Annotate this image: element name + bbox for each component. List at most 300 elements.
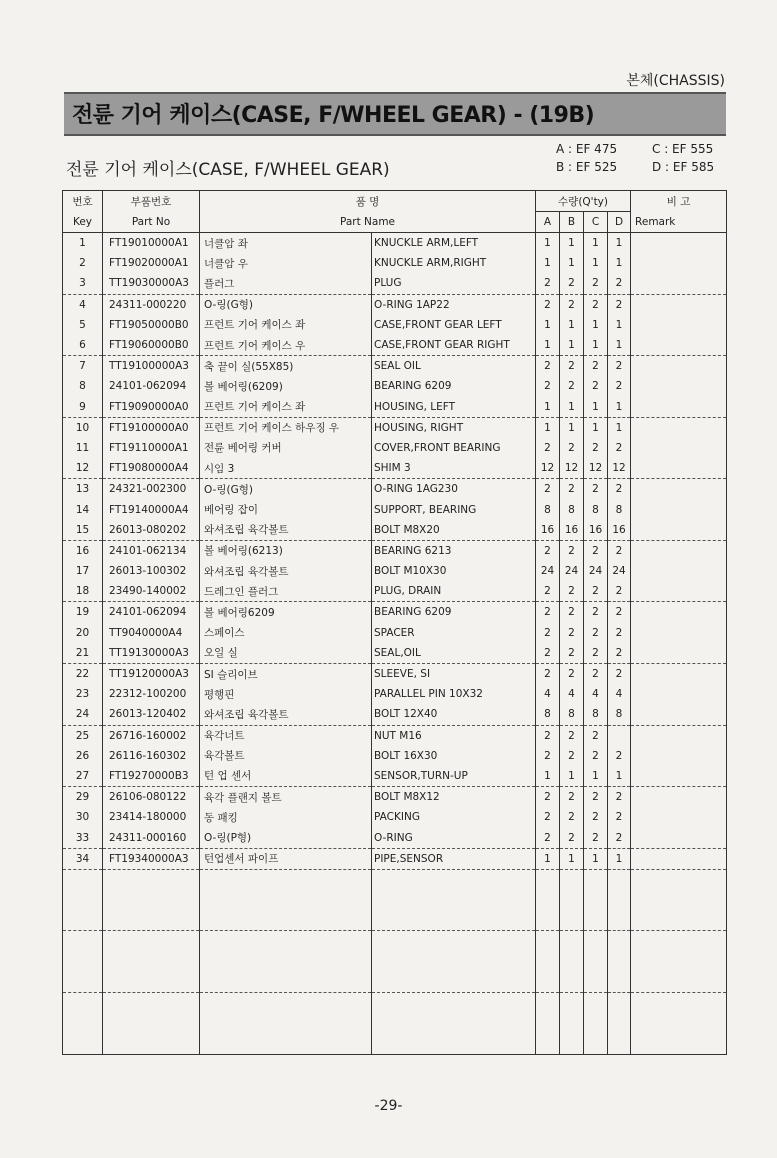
row-remark bbox=[631, 581, 727, 602]
row-key: 20 bbox=[63, 623, 103, 643]
row-qty-a: 2 bbox=[536, 376, 560, 396]
row-remark bbox=[631, 458, 727, 479]
row-name-kr: 축 끝이 실(55X85) bbox=[200, 356, 372, 377]
row-qty-a: 1 bbox=[536, 335, 560, 356]
blank-cell bbox=[200, 972, 372, 993]
blank-row bbox=[63, 1033, 727, 1054]
model-d: D : EF 585 bbox=[652, 160, 715, 174]
blank-cell bbox=[372, 1033, 536, 1054]
blank-cell bbox=[63, 890, 103, 910]
blank-cell bbox=[103, 952, 200, 972]
row-qty-d: 12 bbox=[608, 458, 631, 479]
row-part-no: FT19080000A4 bbox=[103, 458, 200, 479]
row-key: 9 bbox=[63, 397, 103, 418]
row-qty-c: 2 bbox=[584, 356, 608, 377]
banner-title: 전륜 기어 케이스(CASE, F/WHEEL GEAR) - (19B) bbox=[72, 103, 595, 128]
row-qty-d: 16 bbox=[608, 520, 631, 541]
blank-cell bbox=[560, 931, 584, 952]
row-remark bbox=[631, 294, 727, 315]
row-qty-c: 8 bbox=[584, 499, 608, 519]
table-row bbox=[63, 458, 727, 479]
row-name-kr: 볼 베어링(6209) bbox=[200, 376, 372, 396]
header-part-no-kr: 부품번호 bbox=[103, 191, 200, 212]
header-qty: 수량(Q'ty) bbox=[536, 191, 631, 212]
row-qty-d: 2 bbox=[608, 273, 631, 294]
row-qty-a: 2 bbox=[536, 438, 560, 458]
blank-cell bbox=[536, 869, 560, 890]
row-qty-c: 2 bbox=[584, 787, 608, 808]
row-key: 18 bbox=[63, 581, 103, 602]
row-qty-c: 16 bbox=[584, 520, 608, 541]
row-name-en: SLEEVE, SI bbox=[372, 663, 536, 684]
row-qty-c: 1 bbox=[584, 233, 608, 254]
title-banner bbox=[64, 92, 726, 136]
blank-cell bbox=[536, 1013, 560, 1033]
row-qty-d: 1 bbox=[608, 417, 631, 438]
row-name-en: O-RING 1AP22 bbox=[372, 294, 536, 315]
blank-cell bbox=[372, 952, 536, 972]
row-qty-b: 2 bbox=[560, 643, 584, 664]
row-name-en: SPACER bbox=[372, 623, 536, 643]
blank-cell bbox=[560, 1013, 584, 1033]
row-name-kr: 와셔조립 육각볼트 bbox=[200, 520, 372, 541]
header-remark-kr: 비 고 bbox=[631, 191, 727, 212]
row-qty-a: 2 bbox=[536, 479, 560, 500]
blank-cell bbox=[608, 1013, 631, 1033]
row-remark bbox=[631, 253, 727, 273]
row-name-en: SEAL,OIL bbox=[372, 643, 536, 664]
table-row bbox=[63, 417, 727, 438]
blank-cell bbox=[63, 1033, 103, 1054]
blank-cell bbox=[372, 869, 536, 890]
blank-cell bbox=[372, 1013, 536, 1033]
row-name-kr: 턴업센서 파이프 bbox=[200, 848, 372, 869]
blank-row bbox=[63, 890, 727, 910]
row-part-no: FT19050000B0 bbox=[103, 315, 200, 335]
row-qty-c: 4 bbox=[584, 684, 608, 704]
row-qty-d: 2 bbox=[608, 663, 631, 684]
blank-cell bbox=[200, 910, 372, 931]
blank-cell bbox=[560, 952, 584, 972]
row-key: 24 bbox=[63, 704, 103, 725]
row-qty-a: 1 bbox=[536, 848, 560, 869]
blank-cell bbox=[560, 972, 584, 993]
row-name-kr: 육각볼트 bbox=[200, 746, 372, 766]
row-name-kr: 프런트 기어 케이스 하우징 우 bbox=[200, 417, 372, 438]
row-key: 16 bbox=[63, 540, 103, 561]
row-qty-b: 12 bbox=[560, 458, 584, 479]
row-name-en: BEARING 6209 bbox=[372, 602, 536, 623]
table-row bbox=[63, 684, 727, 704]
row-name-kr: 와셔조립 육각볼트 bbox=[200, 561, 372, 581]
model-c: C : EF 555 bbox=[652, 142, 714, 156]
row-name-en: PLUG bbox=[372, 273, 536, 294]
row-part-no: FT19340000A3 bbox=[103, 848, 200, 869]
row-qty-b: 2 bbox=[560, 273, 584, 294]
row-name-en: CASE,FRONT GEAR RIGHT bbox=[372, 335, 536, 356]
row-remark bbox=[631, 623, 727, 643]
row-qty-a: 4 bbox=[536, 684, 560, 704]
blank-cell bbox=[63, 1013, 103, 1033]
row-qty-b: 8 bbox=[560, 704, 584, 725]
table-row bbox=[63, 623, 727, 643]
table-row bbox=[63, 233, 727, 254]
row-name-kr: 너클암 우 bbox=[200, 253, 372, 273]
row-key: 22 bbox=[63, 663, 103, 684]
row-remark bbox=[631, 356, 727, 377]
row-remark bbox=[631, 787, 727, 808]
header-row-english bbox=[63, 212, 727, 233]
row-qty-a: 2 bbox=[536, 356, 560, 377]
row-key: 19 bbox=[63, 602, 103, 623]
row-name-en: BEARING 6213 bbox=[372, 540, 536, 561]
row-remark bbox=[631, 540, 727, 561]
blank-row bbox=[63, 931, 727, 952]
row-qty-b: 2 bbox=[560, 438, 584, 458]
table-row bbox=[63, 520, 727, 541]
blank-cell bbox=[631, 890, 727, 910]
row-qty-b: 2 bbox=[560, 663, 584, 684]
row-name-kr: 플러그 bbox=[200, 273, 372, 294]
blank-cell bbox=[103, 1013, 200, 1033]
row-remark bbox=[631, 233, 727, 254]
row-qty-b: 2 bbox=[560, 581, 584, 602]
row-qty-c: 1 bbox=[584, 397, 608, 418]
parts-table-body bbox=[63, 233, 727, 1055]
row-qty-d: 1 bbox=[608, 233, 631, 254]
blank-cell bbox=[608, 869, 631, 890]
table-row bbox=[63, 499, 727, 519]
blank-cell bbox=[372, 910, 536, 931]
row-name-kr: 시임 3 bbox=[200, 458, 372, 479]
row-remark bbox=[631, 335, 727, 356]
row-part-no: FT19100000A0 bbox=[103, 417, 200, 438]
row-qty-c: 2 bbox=[584, 623, 608, 643]
row-qty-d: 2 bbox=[608, 807, 631, 827]
row-qty-d: 2 bbox=[608, 294, 631, 315]
blank-cell bbox=[63, 869, 103, 890]
row-name-en: BOLT M8X12 bbox=[372, 787, 536, 808]
row-qty-d: 2 bbox=[608, 746, 631, 766]
table-row bbox=[63, 540, 727, 561]
row-key: 4 bbox=[63, 294, 103, 315]
row-part-no: FT19020000A1 bbox=[103, 253, 200, 273]
row-qty-b: 1 bbox=[560, 315, 584, 335]
row-part-no: FT19060000B0 bbox=[103, 335, 200, 356]
blank-cell bbox=[536, 992, 560, 1013]
row-name-kr: 너클암 좌 bbox=[200, 233, 372, 254]
row-remark bbox=[631, 602, 727, 623]
row-qty-d: 2 bbox=[608, 356, 631, 377]
row-qty-d: 8 bbox=[608, 499, 631, 519]
blank-cell bbox=[584, 952, 608, 972]
row-part-no: 26116-160302 bbox=[103, 746, 200, 766]
row-qty-a: 1 bbox=[536, 766, 560, 787]
blank-cell bbox=[103, 931, 200, 952]
blank-row bbox=[63, 869, 727, 890]
row-remark bbox=[631, 417, 727, 438]
row-remark bbox=[631, 520, 727, 541]
blank-cell bbox=[631, 972, 727, 993]
header-row-korean bbox=[63, 191, 727, 212]
row-key: 10 bbox=[63, 417, 103, 438]
row-name-en: SENSOR,TURN-UP bbox=[372, 766, 536, 787]
header-qty-b: B bbox=[560, 212, 584, 233]
row-qty-d: 2 bbox=[608, 643, 631, 664]
row-part-no: 26716-160002 bbox=[103, 725, 200, 746]
row-qty-c: 2 bbox=[584, 376, 608, 396]
table-row bbox=[63, 787, 727, 808]
blank-cell bbox=[63, 910, 103, 931]
row-remark bbox=[631, 766, 727, 787]
blank-row bbox=[63, 1013, 727, 1033]
row-qty-d: 2 bbox=[608, 376, 631, 396]
blank-cell bbox=[560, 890, 584, 910]
row-name-kr: 전륜 베어링 커버 bbox=[200, 438, 372, 458]
row-key: 3 bbox=[63, 273, 103, 294]
table-row bbox=[63, 663, 727, 684]
blank-cell bbox=[200, 890, 372, 910]
blank-cell bbox=[63, 931, 103, 952]
row-qty-d: 1 bbox=[608, 848, 631, 869]
row-qty-b: 2 bbox=[560, 540, 584, 561]
row-name-kr: 볼 베어링(6213) bbox=[200, 540, 372, 561]
row-qty-a: 1 bbox=[536, 253, 560, 273]
table-row bbox=[63, 848, 727, 869]
row-qty-c: 2 bbox=[584, 438, 608, 458]
blank-cell bbox=[631, 992, 727, 1013]
page-subtitle: 전륜 기어 케이스(CASE, F/WHEEL GEAR) bbox=[66, 160, 390, 180]
row-qty-d: 8 bbox=[608, 704, 631, 725]
row-name-kr: 육각너트 bbox=[200, 725, 372, 746]
row-key: 11 bbox=[63, 438, 103, 458]
row-qty-a: 1 bbox=[536, 233, 560, 254]
row-qty-c: 2 bbox=[584, 294, 608, 315]
row-qty-c: 1 bbox=[584, 417, 608, 438]
row-qty-a: 24 bbox=[536, 561, 560, 581]
row-qty-b: 4 bbox=[560, 684, 584, 704]
row-qty-a: 2 bbox=[536, 540, 560, 561]
row-name-kr: O-링(G형) bbox=[200, 294, 372, 315]
table-row bbox=[63, 602, 727, 623]
row-part-no: 26013-120402 bbox=[103, 704, 200, 725]
row-qty-a: 2 bbox=[536, 623, 560, 643]
row-remark bbox=[631, 725, 727, 746]
blank-cell bbox=[584, 869, 608, 890]
row-qty-d: 4 bbox=[608, 684, 631, 704]
row-qty-c: 2 bbox=[584, 479, 608, 500]
row-qty-b: 2 bbox=[560, 479, 584, 500]
table-row bbox=[63, 581, 727, 602]
blank-row bbox=[63, 952, 727, 972]
row-key: 2 bbox=[63, 253, 103, 273]
blank-cell bbox=[103, 869, 200, 890]
row-name-en: HOUSING, LEFT bbox=[372, 397, 536, 418]
blank-cell bbox=[631, 910, 727, 931]
row-key: 33 bbox=[63, 827, 103, 848]
row-qty-a: 2 bbox=[536, 746, 560, 766]
row-qty-d: 1 bbox=[608, 315, 631, 335]
row-remark bbox=[631, 827, 727, 848]
row-name-kr: 동 패킹 bbox=[200, 807, 372, 827]
row-part-no: 24321-002300 bbox=[103, 479, 200, 500]
row-qty-c: 24 bbox=[584, 561, 608, 581]
blank-cell bbox=[200, 931, 372, 952]
row-key: 6 bbox=[63, 335, 103, 356]
row-key: 21 bbox=[63, 643, 103, 664]
header-qty-d: D bbox=[608, 212, 631, 233]
row-name-en: PACKING bbox=[372, 807, 536, 827]
row-qty-b: 1 bbox=[560, 253, 584, 273]
blank-cell bbox=[631, 1013, 727, 1033]
blank-row bbox=[63, 910, 727, 931]
row-qty-d: 2 bbox=[608, 787, 631, 808]
row-remark bbox=[631, 438, 727, 458]
row-qty-d: 2 bbox=[608, 623, 631, 643]
row-name-en: SEAL OIL bbox=[372, 356, 536, 377]
table-row bbox=[63, 643, 727, 664]
row-remark bbox=[631, 848, 727, 869]
blank-cell bbox=[560, 910, 584, 931]
row-qty-c: 12 bbox=[584, 458, 608, 479]
table-row bbox=[63, 827, 727, 848]
blank-cell bbox=[63, 992, 103, 1013]
blank-cell bbox=[584, 992, 608, 1013]
blank-cell bbox=[200, 1013, 372, 1033]
row-part-no: 23490-140002 bbox=[103, 581, 200, 602]
row-qty-b: 2 bbox=[560, 725, 584, 746]
row-qty-c: 2 bbox=[584, 581, 608, 602]
row-name-kr: O-링(G형) bbox=[200, 479, 372, 500]
model-legend bbox=[556, 142, 726, 178]
blank-cell bbox=[103, 972, 200, 993]
row-name-en: O-RING 1AG230 bbox=[372, 479, 536, 500]
row-key: 23 bbox=[63, 684, 103, 704]
blank-cell bbox=[200, 869, 372, 890]
blank-cell bbox=[200, 992, 372, 1013]
row-qty-b: 1 bbox=[560, 233, 584, 254]
model-a: A : EF 475 bbox=[556, 142, 618, 156]
blank-cell bbox=[584, 972, 608, 993]
blank-cell bbox=[584, 931, 608, 952]
row-part-no: 22312-100200 bbox=[103, 684, 200, 704]
table-row bbox=[63, 376, 727, 396]
row-qty-d: 1 bbox=[608, 397, 631, 418]
blank-cell bbox=[631, 952, 727, 972]
row-part-no: 24311-000220 bbox=[103, 294, 200, 315]
blank-cell bbox=[560, 1033, 584, 1054]
row-qty-d: 24 bbox=[608, 561, 631, 581]
row-qty-d: 2 bbox=[608, 540, 631, 561]
blank-row bbox=[63, 992, 727, 1013]
row-qty-d: 2 bbox=[608, 479, 631, 500]
blank-cell bbox=[631, 931, 727, 952]
blank-cell bbox=[63, 952, 103, 972]
page-number: -29- bbox=[374, 1098, 403, 1114]
row-qty-b: 2 bbox=[560, 807, 584, 827]
row-qty-c: 2 bbox=[584, 827, 608, 848]
blank-cell bbox=[372, 992, 536, 1013]
header-remark-en: Remark bbox=[631, 212, 727, 233]
row-name-kr: 육각 플랜지 볼트 bbox=[200, 787, 372, 808]
row-qty-b: 2 bbox=[560, 356, 584, 377]
row-qty-d: 2 bbox=[608, 438, 631, 458]
row-qty-b: 2 bbox=[560, 787, 584, 808]
row-qty-b: 1 bbox=[560, 397, 584, 418]
row-part-no: TT19100000A3 bbox=[103, 356, 200, 377]
header-qty-c: C bbox=[584, 212, 608, 233]
row-qty-b: 1 bbox=[560, 848, 584, 869]
row-part-no: TT19130000A3 bbox=[103, 643, 200, 664]
header-key-en: Key bbox=[63, 212, 103, 233]
row-name-kr: 프런트 기어 케이스 우 bbox=[200, 335, 372, 356]
row-name-kr: 와셔조립 육각볼트 bbox=[200, 704, 372, 725]
parts-table bbox=[62, 190, 727, 1055]
row-name-kr: 베어링 잡이 bbox=[200, 499, 372, 519]
blank-cell bbox=[631, 869, 727, 890]
row-key: 15 bbox=[63, 520, 103, 541]
row-key: 8 bbox=[63, 376, 103, 396]
row-qty-c: 2 bbox=[584, 273, 608, 294]
row-name-kr: 프런트 기어 케이스 좌 bbox=[200, 315, 372, 335]
row-qty-c: 2 bbox=[584, 540, 608, 561]
row-qty-a: 2 bbox=[536, 294, 560, 315]
row-qty-a: 2 bbox=[536, 725, 560, 746]
row-remark bbox=[631, 315, 727, 335]
row-qty-b: 2 bbox=[560, 827, 584, 848]
row-part-no: FT19090000A0 bbox=[103, 397, 200, 418]
row-remark bbox=[631, 273, 727, 294]
row-name-en: COVER,FRONT BEARING bbox=[372, 438, 536, 458]
blank-cell bbox=[536, 952, 560, 972]
table-row bbox=[63, 356, 727, 377]
row-name-en: PARALLEL PIN 10X32 bbox=[372, 684, 536, 704]
row-remark bbox=[631, 746, 727, 766]
table-row bbox=[63, 746, 727, 766]
row-key: 34 bbox=[63, 848, 103, 869]
row-qty-d: 2 bbox=[608, 827, 631, 848]
row-key: 5 bbox=[63, 315, 103, 335]
table-row bbox=[63, 438, 727, 458]
row-remark bbox=[631, 704, 727, 725]
blank-cell bbox=[103, 992, 200, 1013]
model-b: B : EF 525 bbox=[556, 160, 618, 174]
model-legend-row bbox=[556, 142, 726, 160]
row-qty-c: 2 bbox=[584, 807, 608, 827]
section-label: 본체(CHASSIS) bbox=[626, 73, 725, 89]
row-part-no: 26013-100302 bbox=[103, 561, 200, 581]
blank-cell bbox=[584, 890, 608, 910]
row-qty-b: 2 bbox=[560, 746, 584, 766]
row-qty-b: 2 bbox=[560, 376, 584, 396]
row-remark bbox=[631, 479, 727, 500]
blank-cell bbox=[560, 869, 584, 890]
row-qty-d: 2 bbox=[608, 581, 631, 602]
row-name-en: KNUCKLE ARM,RIGHT bbox=[372, 253, 536, 273]
row-qty-c: 2 bbox=[584, 643, 608, 664]
model-legend-row bbox=[556, 160, 726, 178]
row-key: 25 bbox=[63, 725, 103, 746]
row-key: 30 bbox=[63, 807, 103, 827]
blank-cell bbox=[372, 890, 536, 910]
row-qty-c: 1 bbox=[584, 253, 608, 273]
row-remark bbox=[631, 663, 727, 684]
blank-cell bbox=[103, 890, 200, 910]
row-qty-b: 16 bbox=[560, 520, 584, 541]
row-name-en: NUT M16 bbox=[372, 725, 536, 746]
row-qty-b: 1 bbox=[560, 417, 584, 438]
row-key: 14 bbox=[63, 499, 103, 519]
